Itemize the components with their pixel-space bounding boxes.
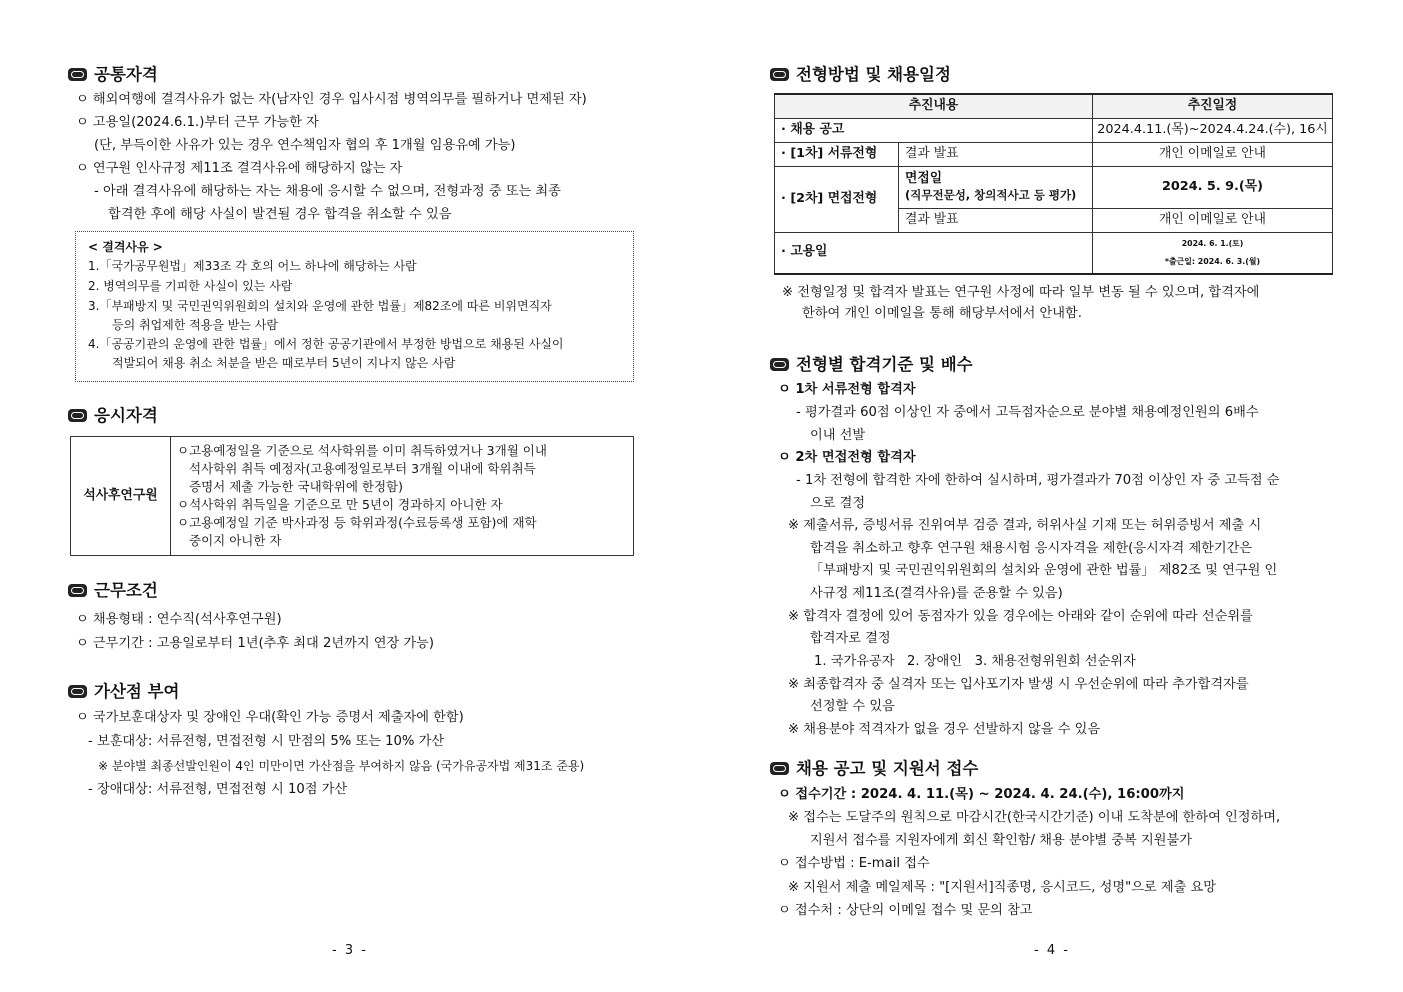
cell-line: 2024. 6. 1.(토) bbox=[1181, 238, 1244, 248]
text-line: ㅇ 근무기간 : 고용일로부터 1년(추후 최대 2년까지 연장 가능) bbox=[76, 636, 435, 651]
cell-line: 증명서 제출 가능한 국내학위에 한정함) bbox=[189, 479, 403, 494]
box-line: 등의 취업제한 적용을 받는 사람 bbox=[112, 318, 278, 332]
text-line: ㅇ 연구원 인사규정 제11조 결격사유에 해당하지 않는 자 bbox=[76, 161, 403, 176]
box-line: 적발되어 채용 취소 처분을 받은 때로부터 5년이 지나지 않은 사람 bbox=[112, 356, 456, 370]
page-4 bbox=[768, 0, 1343, 992]
page-3 bbox=[64, 0, 639, 992]
heading-text: 공통자격 bbox=[94, 65, 158, 84]
link-icon bbox=[770, 358, 789, 371]
cell-line: ㅇ석사학위 취득일을 기준으로 만 5년이 경과하지 아니한 자 bbox=[177, 497, 503, 512]
section-heading-pass-criteria bbox=[770, 354, 973, 375]
row-sublabel bbox=[899, 166, 1093, 208]
text-line: 지원서 접수를 지원자에게 회신 확인함/ 채용 분야별 중복 지원불가 bbox=[810, 833, 1192, 848]
text-line: ※ 합격자 결정에 있어 동점자가 있을 경우에는 아래와 같이 순위에 따라 선순위를 bbox=[788, 609, 1253, 624]
row-sublabel: 결과 발표 bbox=[899, 142, 1093, 166]
text-line: 선정할 수 있음 bbox=[810, 699, 895, 714]
section-heading-application bbox=[770, 758, 978, 779]
text-line: ㅇ 국가보훈대상자 및 장애인 우대(확인 가능 증명서 제출자에 한함) bbox=[76, 710, 464, 725]
section-heading-eligibility bbox=[68, 405, 158, 426]
text-line: (단, 부득이한 사유가 있는 경우 연수책임자 협의 후 1개월 임용유예 가능) bbox=[94, 138, 516, 153]
note-line: ※ 전형일정 및 합격자 발표는 연구원 사정에 따라 일부 변동 될 수 있으며, 합격자에 bbox=[782, 285, 1260, 300]
text-line: ㅇ 접수처 : 상단의 이메일 접수 및 문의 참고 bbox=[778, 903, 1033, 918]
link-icon bbox=[68, 409, 87, 422]
page-number: - 4 - bbox=[1034, 943, 1070, 958]
text-line: - 평가결과 60점 이상인 자 중에서 고득점자순으로 분야별 채용예정인원의 6배수 bbox=[796, 405, 1259, 420]
row-label: · [2차] 면접전형 bbox=[775, 166, 899, 232]
text-line: ※ 제출서류, 증빙서류 진위여부 검증 결과, 허위사실 기재 또는 허위증빙서 제출 시 bbox=[788, 518, 1262, 533]
text-line: ※ 최종합격자 중 실격자 또는 입사포기자 발생 시 우선순위에 따라 추가합격자를 bbox=[788, 677, 1249, 692]
heading-text: 채용 공고 및 지원서 접수 bbox=[796, 759, 979, 778]
link-icon bbox=[770, 762, 789, 775]
section-heading-common-qualification bbox=[68, 64, 158, 85]
text-line: 이내 선발 bbox=[810, 428, 866, 443]
cell-line: 석사학위 취득 예정자(고용예정일로부터 3개월 이내에 학위취득 bbox=[189, 461, 536, 476]
row-value: 개인 이메일로 안내 bbox=[1093, 208, 1333, 232]
text-line: ㅇ 해외여행에 결격사유가 없는 자(남자인 경우 입사시점 병역의무를 필하거나 면제된 자) bbox=[76, 92, 587, 107]
text-line: ㅇ 접수기간 : 2024. 4. 11.(목) ~ 2024. 4. 24.(수), 16:00까지 bbox=[778, 787, 1185, 802]
text-line: ㅇ 고용일(2024.6.1.)부터 근무 가능한 자 bbox=[76, 115, 319, 130]
box-line: 1.「국가공무원법」제33조 각 호의 어느 하나에 해당하는 사람 bbox=[88, 259, 417, 273]
row-label: · [1차] 서류전형 bbox=[775, 142, 899, 166]
section-heading-selection-schedule bbox=[770, 64, 951, 85]
box-line: 2. 병역의무를 기피한 사실이 있는 사람 bbox=[88, 279, 293, 293]
text-line: 합격한 후에 해당 사실이 발견될 경우 합격을 취소할 수 있음 bbox=[108, 207, 452, 222]
heading-text: 응시자격 bbox=[94, 406, 158, 425]
text-line: ㅇ 1차 서류전형 합격자 bbox=[778, 382, 916, 397]
link-icon bbox=[68, 584, 87, 597]
text-line: ㅇ 접수방법 : E-mail 접수 bbox=[778, 856, 930, 871]
cell-line: 면접일 bbox=[905, 171, 943, 186]
note-line: 한하여 개인 이메일을 통해 해당부서에서 안내함. bbox=[802, 306, 1082, 321]
table-content-cell bbox=[171, 437, 634, 556]
section-heading-work-conditions bbox=[68, 580, 158, 601]
table-label-cell: 석사후연구원 bbox=[71, 437, 171, 556]
text-line: 「부패방지 및 국민권익위원회의 설치와 운영에 관한 법률」 제82조 및 연구원 인 bbox=[810, 563, 1278, 578]
row-label: · 채용 공고 bbox=[775, 118, 1093, 142]
schedule-table bbox=[774, 93, 1333, 275]
text-line: - 1차 전형에 합격한 자에 한하여 실시하며, 평가결과가 70점 이상인 자 중 고득점 순 bbox=[796, 473, 1280, 488]
text-line: ※ 채용분야 적격자가 없을 경우 선발하지 않을 수 있음 bbox=[788, 722, 1101, 737]
cell-line: ㅇ고용예정일 기준 박사과정 등 학위과정(수료등록생 포함)에 재학 bbox=[177, 515, 537, 530]
cell-line: *출근일: 2024. 6. 3.(월) bbox=[1164, 256, 1261, 266]
heading-text: 전형방법 및 채용일정 bbox=[796, 65, 951, 84]
row-value: 개인 이메일로 안내 bbox=[1093, 142, 1333, 166]
eligibility-table bbox=[70, 436, 634, 556]
text-line: ㅇ 2차 면접전형 합격자 bbox=[778, 450, 916, 465]
row-label: · 고용일 bbox=[775, 232, 1093, 274]
link-icon bbox=[770, 68, 789, 81]
cell-line: (직무전문성, 창의적사고 등 평가) bbox=[905, 188, 1077, 202]
row-sublabel: 결과 발표 bbox=[899, 208, 1093, 232]
text-line: - 장애대상: 서류전형, 면접전형 시 10점 가산 bbox=[88, 782, 348, 797]
disqualification-box bbox=[75, 231, 634, 382]
cell-line: 중이지 아니한 자 bbox=[189, 533, 282, 548]
text-line: - 아래 결격사유에 해당하는 자는 채용에 응시할 수 없으며, 전형과정 중 또는 최종 bbox=[94, 184, 561, 199]
cell-line: ㅇ고용예정일을 기준으로 석사학위를 이미 취득하였거나 3개월 이내 bbox=[177, 443, 547, 458]
text-line: ㅇ 채용형태 : 연수직(석사후연구원) bbox=[76, 612, 282, 627]
text-line: - 보훈대상: 서류전형, 면접전형 시 만점의 5% 또는 10% 가산 bbox=[88, 734, 445, 749]
heading-text: 근무조건 bbox=[94, 581, 158, 600]
box-line: 4.「공공기관의 운영에 관한 법률」에서 정한 공공기관에서 부정한 방법으로 채용된 사실이 bbox=[88, 337, 564, 351]
text-line: 합격을 취소하고 향후 연구원 채용시험 응시자격을 제한(응시자격 제한기간은 bbox=[810, 541, 1253, 556]
heading-text: 가산점 부여 bbox=[94, 682, 180, 701]
text-line: 사규정 제11조(결격사유)를 준용할 수 있음) bbox=[810, 586, 1063, 601]
text-line: ※ 접수는 도달주의 원칙으로 마감시간(한국시간기준) 이내 도착분에 한하여 인정하며, bbox=[788, 810, 1281, 825]
box-line: 3.「부패방지 및 국민권익위원회의 설치와 운영에 관한 법률」제82조에 따른 비위면직자 bbox=[88, 299, 552, 313]
section-heading-bonus-points bbox=[68, 681, 179, 702]
row-value: 2024.4.11.(목)~2024.4.24.(수), 16시 bbox=[1093, 118, 1333, 142]
link-icon bbox=[68, 68, 87, 81]
text-line: 으로 결정 bbox=[810, 496, 866, 511]
text-line: 1. 국가유공자 2. 장애인 3. 채용전형위원회 선순위자 bbox=[814, 654, 1136, 669]
text-line: ※ 분야별 최종선발인원이 4인 미만이면 가산점을 부여하지 않음 (국가유공자법 제31조 준용) bbox=[98, 759, 585, 773]
row-value: 2024. 5. 9.(목) bbox=[1093, 166, 1333, 208]
row-value bbox=[1093, 232, 1333, 274]
text-line: 합격자로 결정 bbox=[810, 631, 891, 646]
header-content: 추진내용 bbox=[775, 94, 1093, 118]
header-schedule: 추진일정 bbox=[1093, 94, 1333, 118]
heading-text: 전형별 합격기준 및 배수 bbox=[796, 355, 973, 374]
page-number: - 3 - bbox=[332, 943, 368, 958]
text-line: ※ 지원서 제출 메일제목 : "[지원서]직종명, 응시코드, 성명"으로 제출 요망 bbox=[788, 880, 1216, 895]
link-icon bbox=[68, 685, 87, 698]
box-title: < 결격사유 > bbox=[88, 240, 163, 254]
